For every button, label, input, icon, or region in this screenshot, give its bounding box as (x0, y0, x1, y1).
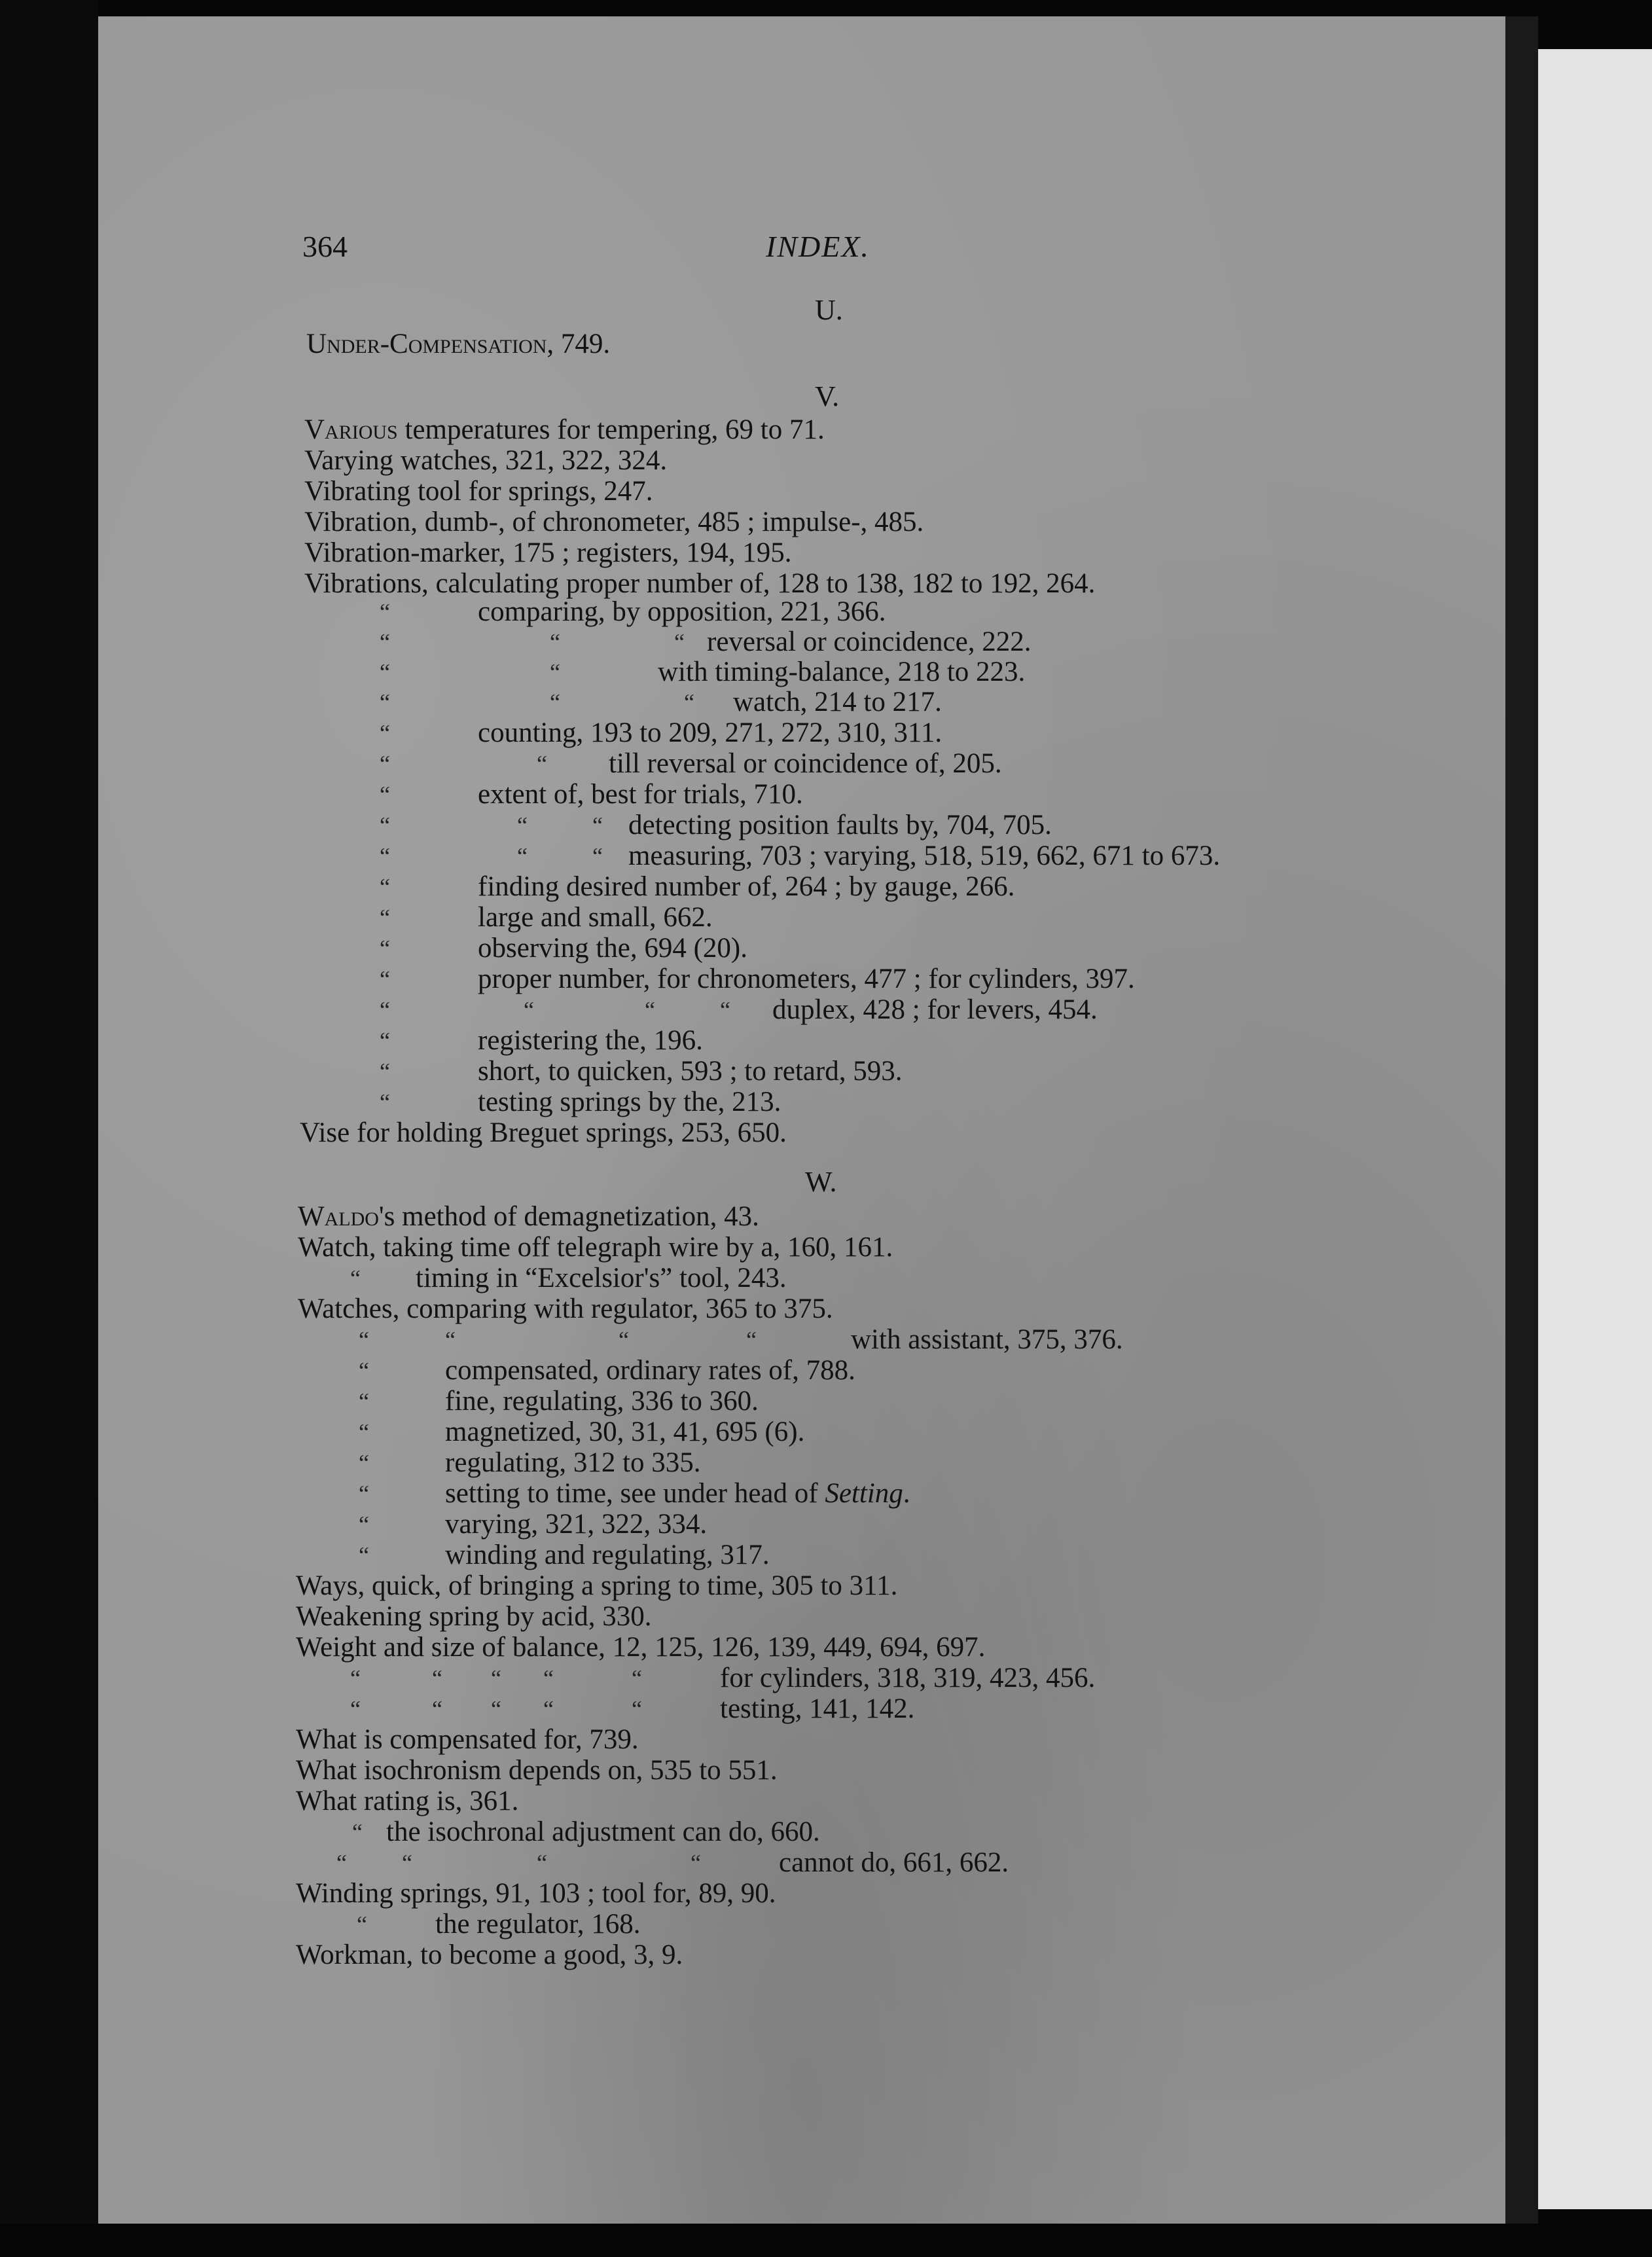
section-letter-v: V. (815, 380, 840, 412)
ditto-mark: “ (380, 1058, 390, 1085)
index-entry: Workman, to become a good, 3, 9. (296, 1940, 683, 1970)
scan-bottom-border (0, 2224, 1652, 2257)
index-subentry: the regulator, 168. (435, 1909, 641, 1940)
index-entry: Weakening spring by acid, 330. (296, 1601, 652, 1632)
entry-headword: Under-Compensation (306, 329, 547, 359)
ditto-mark: “ (380, 1089, 390, 1115)
index-subentry: extent of, best for trials, 710. (478, 779, 803, 810)
index-subentry: detecting position faults by, 704, 705. (628, 810, 1052, 840)
ditto-mark: “ (491, 1696, 501, 1722)
index-subentry: with timing-balance, 218 to 223. (658, 657, 1026, 687)
section-letter-w: W. (805, 1166, 837, 1198)
ditto-mark: “ (380, 659, 390, 685)
index-entry: Vibrations, calculating proper number of, 128 to 138, 182 to 192, 264. (304, 568, 1096, 599)
index-subentry: the isochronal adjustment can do, 660. (386, 1816, 820, 1847)
ditto-mark: “ (645, 997, 655, 1023)
index-subentry: for cylinders, 318, 319, 423, 456. (720, 1663, 1096, 1693)
index-entry: Vibrating tool for springs, 247. (304, 476, 653, 507)
ditto-mark: “ (380, 782, 390, 808)
ditto-mark: “ (359, 1450, 369, 1476)
ditto-mark: “ (359, 1358, 369, 1384)
ditto-mark: “ (674, 629, 685, 655)
ditto-mark: “ (380, 751, 390, 777)
ditto-mark: “ (352, 1819, 363, 1845)
ditto-mark: “ (350, 1696, 361, 1722)
entry-text: temperatures for tempering, 69 to 71. (397, 414, 825, 445)
ditto-mark: “ (350, 1665, 361, 1691)
ditto-mark: “ (543, 1665, 554, 1691)
cross-reference: Setting (825, 1478, 903, 1509)
index-entry: What rating is, 361. (296, 1786, 519, 1816)
index-entry (304, 415, 825, 445)
page-number: 364 (302, 230, 348, 263)
ditto-mark: “ (380, 1028, 390, 1054)
ditto-mark: “ (432, 1696, 442, 1722)
entry-headword: Waldo (298, 1201, 379, 1232)
index-entry: Varying watches, 321, 322, 324. (304, 445, 668, 476)
index-subentry: proper number, for chronometers, 477 ; for cylinders, 397. (478, 964, 1135, 994)
index-subentry: duplex, 428 ; for levers, 454. (772, 994, 1098, 1025)
entry-headword: Various (304, 414, 398, 445)
ditto-mark: “ (550, 689, 560, 715)
ditto-mark: “ (380, 629, 390, 655)
ditto-mark: “ (380, 966, 390, 992)
entry-text: setting to time, see under head of (445, 1478, 825, 1509)
ditto-mark: “ (336, 1850, 347, 1876)
index-subentry: winding and regulating, 317. (445, 1540, 770, 1570)
index-entry: Winding springs, 91, 103 ; tool for, 89, 90. (296, 1878, 776, 1909)
ditto-mark: “ (380, 843, 390, 869)
ditto-mark: “ (592, 812, 603, 839)
ditto-mark: “ (359, 1419, 369, 1445)
entry-text: , 749. (547, 329, 611, 359)
ditto-mark: “ (550, 659, 560, 685)
ditto-mark: “ (517, 843, 528, 869)
index-entry: Watch, taking time off telegraph wire by a, 160, 161. (298, 1232, 893, 1263)
index-subentry: cannot do, 661, 662. (779, 1847, 1009, 1878)
index-subentry: watch, 214 to 217. (733, 687, 942, 717)
ditto-mark: “ (524, 997, 534, 1023)
index-subentry: testing, 141, 142. (720, 1693, 915, 1724)
index-subentry: registering the, 196. (478, 1025, 703, 1056)
ditto-mark: “ (537, 1850, 547, 1876)
index-subentry: magnetized, 30, 31, 41, 695 (6). (445, 1417, 805, 1447)
index-subentry: counting, 193 to 209, 271, 272, 310, 311. (478, 717, 943, 748)
ditto-mark: “ (359, 1481, 369, 1507)
ditto-mark: “ (350, 1265, 361, 1291)
index-entry (298, 1202, 759, 1232)
running-title: INDEX. (766, 230, 870, 263)
ditto-mark: “ (432, 1665, 442, 1691)
index-subentry: fine, regulating, 336 to 360. (445, 1386, 759, 1417)
index-subentry: compensated, ordinary rates of, 788. (445, 1355, 855, 1386)
index-subentry: till reversal or coincidence of, 205. (609, 748, 1002, 779)
ditto-mark: “ (402, 1850, 412, 1876)
ditto-mark: “ (720, 997, 730, 1023)
page-gutter-edge (1505, 16, 1538, 2224)
ditto-mark: “ (684, 689, 694, 715)
section-letter-u: U. (815, 294, 843, 326)
index-subentry (445, 1479, 910, 1509)
ditto-mark: “ (491, 1665, 501, 1691)
ditto-mark: “ (537, 751, 547, 777)
ditto-mark: “ (380, 935, 390, 962)
ditto-mark: “ (380, 720, 390, 746)
ditto-mark: “ (380, 997, 390, 1023)
index-subentry: comparing, by opposition, 221, 366. (478, 596, 886, 627)
ditto-mark: “ (619, 1327, 629, 1353)
adjacent-page-edge (1538, 49, 1652, 2209)
ditto-mark: “ (380, 905, 390, 931)
ditto-mark: “ (543, 1696, 554, 1722)
index-subentry: reversal or coincidence, 222. (707, 626, 1032, 657)
index-subentry: varying, 321, 322, 334. (445, 1509, 708, 1540)
index-entry: What isochronism depends on, 535 to 551. (296, 1755, 778, 1786)
index-entry: Weight and size of balance, 12, 125, 126, 139, 449, 694, 697. (296, 1632, 986, 1663)
ditto-mark: “ (359, 1511, 369, 1538)
ditto-mark: “ (359, 1542, 369, 1568)
index-subentry: with assistant, 375, 376. (851, 1324, 1123, 1355)
ditto-mark: “ (632, 1665, 642, 1691)
ditto-mark: “ (380, 599, 390, 625)
index-subentry: regulating, 312 to 335. (445, 1447, 701, 1478)
ditto-mark: “ (746, 1327, 757, 1353)
index-entry: Vibration, dumb-, of chronometer, 485 ; impulse-, 485. (304, 507, 924, 537)
ditto-mark: “ (632, 1696, 642, 1722)
ditto-mark: “ (592, 843, 603, 869)
ditto-mark: “ (357, 1911, 367, 1938)
index-subentry: testing springs by the, 213. (478, 1087, 781, 1117)
ditto-mark: “ (445, 1327, 456, 1353)
index-entry: Vise for holding Breguet springs, 253, 650. (300, 1117, 787, 1148)
index-subentry: measuring, 703 ; varying, 518, 519, 662, 671 to 673. (628, 840, 1221, 871)
ditto-mark: “ (359, 1388, 369, 1415)
index-entry (306, 329, 610, 359)
index-subentry: observing the, 694 (20). (478, 933, 748, 964)
scan-left-border (0, 0, 98, 2257)
ditto-mark: “ (380, 812, 390, 839)
index-subentry: timing in “Excelsior's” tool, 243. (416, 1263, 787, 1293)
index-entry: Watches, comparing with regulator, 365 to 375. (298, 1293, 833, 1324)
ditto-mark: “ (550, 629, 560, 655)
index-subentry: large and small, 662. (478, 902, 713, 933)
ditto-mark: “ (380, 874, 390, 900)
ditto-mark: “ (380, 689, 390, 715)
index-entry: Ways, quick, of bringing a spring to time, 305 to 311. (296, 1570, 898, 1601)
ditto-mark: “ (517, 812, 528, 839)
ditto-mark: “ (359, 1327, 369, 1353)
entry-text-end: . (903, 1478, 910, 1509)
index-entry: What is compensated for, 739. (296, 1724, 639, 1755)
index-subentry: short, to quicken, 593 ; to retard, 593. (478, 1056, 903, 1087)
entry-text: 's method of demagnetization, 43. (378, 1201, 759, 1232)
index-subentry: finding desired number of, 264 ; by gauge, 266. (478, 871, 1015, 902)
ditto-mark: “ (691, 1850, 701, 1876)
index-entry: Vibration-marker, 175 ; registers, 194, 195. (304, 537, 792, 568)
